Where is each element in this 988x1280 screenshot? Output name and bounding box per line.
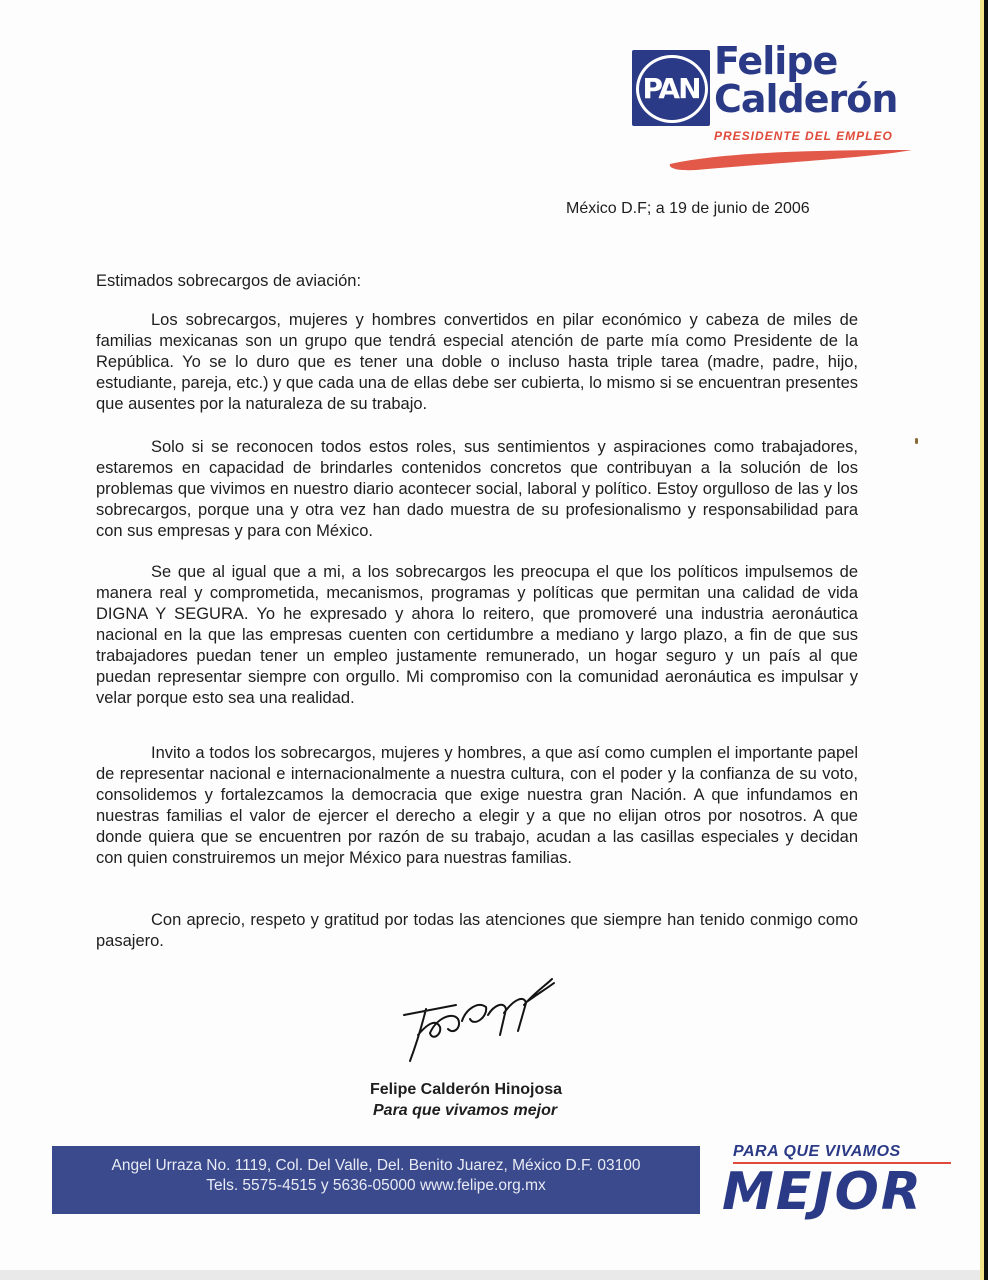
letter-paragraph-2: Solo si se reconocen todos estos roles, sus sentimientos y aspiraciones como trabajadores, estaremos en capacidad de brindarles contenidos concretos que contribuyan a la solución de los problemas que vivimos en nuestro diario acontecer social, laboral y político. Estoy orgulloso de las y los sobrecargos, porque una y otra vez han dado muestra de su profesionalismo y responsabilidad para con sus empresas y para con México. xyxy=(96,438,858,540)
date-line: México D.F; a 19 de junio de 2006 xyxy=(566,200,810,217)
logo-candidate-name xyxy=(714,39,898,121)
footer-contact-line: Tels. 5575-4515 y 5636-05000 www.felipe.org.mx xyxy=(206,1177,546,1194)
campaign-logo xyxy=(632,39,922,178)
letter-paragraph-3: Se que al igual que a mi, a los sobrecargos les preocupa el que los políticos impulsemos de manera real y comprometida, mecanismos, programas y políticas que permitan una calidad de vida DIGNA Y SEGURA. Yo he expresado y ahora lo reitero, que promoveré una industria aeronáutica nacional en la que las empresas cuenten con certidumbre a mediano y largo plazo, a fin de que sus trabajadores puedan tener un empleo justamente remunerado, un hogar seguro y un país al que puedan representar siempre con orgullo. Mi compromiso con la comunidad aeronáutica es impulsar y velar porque esto sea una realidad. xyxy=(96,563,858,707)
logo-name-first: Felipe xyxy=(714,39,838,83)
letter-paragraph-1: Los sobrecargos, mujeres y hombres convertidos en pilar económico y cabeza de miles de familias mexicanas son un grupo que tendrá especial atención de parte mía como Presidente de la República. Yo se lo duro que es tener una doble o incluso hasta triple tarea (madre, padre, hijo, estudiante, pareja, etc.) y que cada una de ellas debe ser cubierta, lo mismo si se encuentran presentes que ausentes por la naturaleza de su trabajo. xyxy=(96,311,858,413)
logo-name-last: Calderón xyxy=(714,77,898,121)
handwritten-signature-icon xyxy=(396,975,566,1065)
footer-slogan-top: PARA QUE VIVAMOS xyxy=(733,1143,901,1160)
footer-address-line: Angel Urraza No. 1119, Col. Del Valle, Del. Benito Juarez, México D.F. 03100 xyxy=(111,1157,641,1174)
logo-tagline: PRESIDENTE DEL EMPLEO xyxy=(714,129,893,143)
signer-name: Felipe Calderón Hinojosa xyxy=(370,1081,563,1098)
scan-bottom-edge xyxy=(0,1270,980,1280)
footer-slogan-big: MEJOR xyxy=(722,1162,923,1222)
salutation: Estimados sobrecargos de aviación: xyxy=(96,272,362,290)
letter-paragraph-5: Con aprecio, respeto y gratitud por todas las atenciones que siempre han tenido conmigo como pasajero. xyxy=(96,911,858,950)
scan-right-edge xyxy=(980,0,988,1280)
pan-party-emblem xyxy=(632,50,710,126)
footer-address-box xyxy=(52,1146,700,1214)
pan-emblem-text: PAN xyxy=(642,72,700,105)
letter-paragraph-4: Invito a todos los sobrecargos, mujeres y hombres, a que así como cumplen el importante papel de representar nacional e internacionalmente a nuestra cultura, con el poder y la confianza de su voto, consolidemos y fortalezcamos la democracia que exige nuestra gran Nación. A que infundamos en nuestras familias el valor de ejercer el derecho a elegir y a que no elijan otros por nosotros. A que donde quiera que se encuentren por razón de su trabajo, acudan a las casillas especiales y decidan con quien construiremos un mejor México para nuestras familias. xyxy=(96,744,858,867)
brush-stroke-icon xyxy=(666,146,916,172)
scan-speck xyxy=(915,438,918,444)
signer-motto: Para que vivamos mejor xyxy=(373,1102,558,1119)
